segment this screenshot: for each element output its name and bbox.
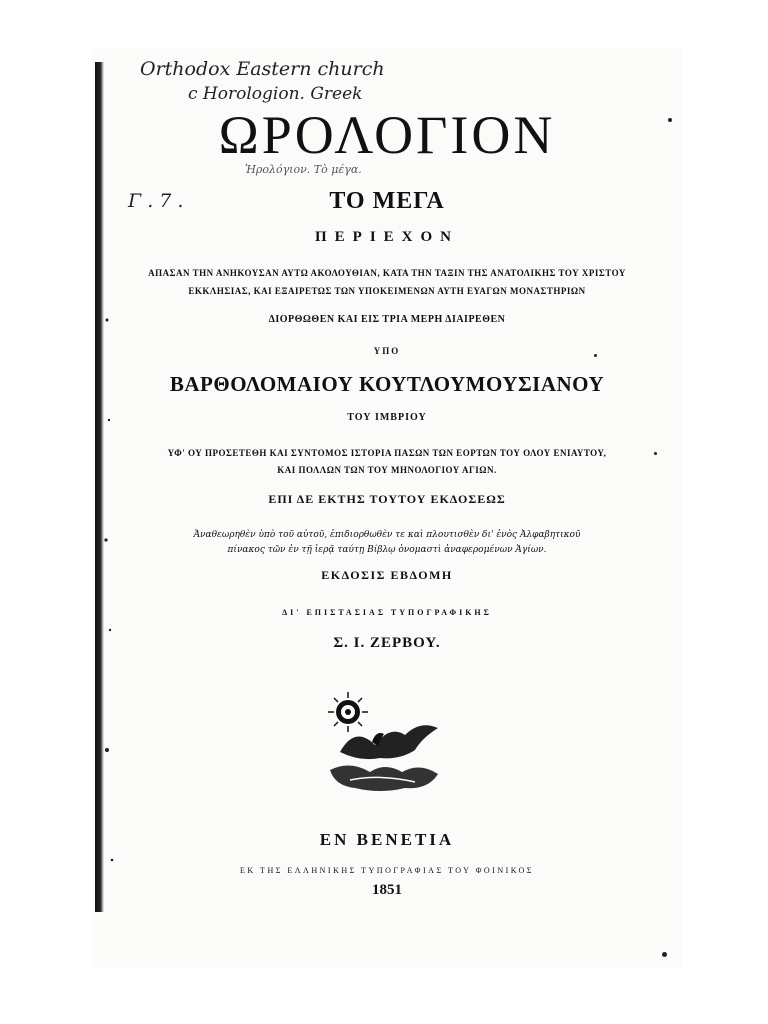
press-name: ΕΚ ΤΗΣ ΕΛΛΗΝΙΚΗΣ ΤΥΠΟΓΡΑΦΙΑΣ ΤΟΥ ΦΟΙΝΙΚΟΣ — [240, 866, 534, 875]
speck — [662, 952, 667, 957]
author-origin: ΤΟΥ ΙΜΒΡΙΟΥ — [347, 412, 427, 423]
place-of-publication: ΕΝ ΒΕΝΕΤΙΑ — [319, 830, 455, 849]
edition-note-line-2: πίνακος τῶν ἐν τῇ ἱερᾷ ταύτῃ Βίβλῳ ὀνομαστὶ ἀναφερομένων Ἁγίων. — [227, 545, 547, 555]
speck — [654, 452, 657, 455]
book-title: ΩΡΟΛΟΓΙΟΝ — [218, 105, 556, 165]
handwritten-note-line3: Ἡρολόγιον. Τὸ μέγα. — [245, 163, 362, 176]
addition-line-2: ΚΑΙ ΠΟΛΛΩΝ ΤΩΝ ΤΟΥ ΜΗΝΟΛΟΓΙΟΥ ΑΓΙΩΝ. — [277, 465, 497, 475]
edition-number: ΕΚΔΟΣΙΣ ΕΒΔΟΜΗ — [321, 568, 453, 582]
handwritten-margin-mark: Γ . 7 . — [128, 190, 184, 212]
edition-note-line-1: Ἀναθεωρηθὲν ὑπὸ τοῦ αὐτοῦ, ἐπιδιορθωθὲν τε καὶ πλουτισθὲν δι' ἑνὸς Ἀλφαβητικοῦ — [193, 530, 581, 540]
periechon-heading: ΠΕΡΙΕΧΟΝ — [314, 229, 459, 245]
author-name: ΒΑΡΘΟΛΟΜΑΙΟΥ ΚΟΥΤΛΟΥΜΟΥΣΙΑΝΟΥ — [169, 372, 605, 396]
book-subtitle: ΤΟ ΜΕΓΑ — [329, 188, 445, 214]
addition-line-1: ΥΦ' ΟΥ ΠΡΟΣΕΤΕΘΗ ΚΑΙ ΣΥΝΤΟΜΟΣ ΙΣΤΟΡΙΑ ΠΑΣΩΝ ΤΩΝ ΕΟΡΤΩΝ ΤΟΥ ΟΛΟΥ ΕΝΙΑΥΤΟΥ, — [167, 448, 607, 458]
printer-name: Σ. Ι. ΖΕΡΒΟΥ. — [333, 635, 441, 651]
handwritten-note-line1: Orthodox Eastern church — [140, 58, 385, 80]
handwritten-note-line2: c Horologion. Greek — [188, 84, 363, 104]
speck — [594, 354, 597, 357]
publication-year: 1851 — [372, 882, 402, 898]
hypo-label: ΥΠΟ — [373, 346, 401, 356]
supervision-line: ΔΙ' ΕΠΙΣΤΑΣΙΑΣ ΤΥΠΟΓΡΑΦΙΚΗΣ — [282, 608, 492, 617]
description-line-2: ΕΚΚΛΗΣΙΑΣ, ΚΑΙ ΕΞΑΙΡΕΤΩΣ ΤΩΝ ΥΠΟΚΕΙΜΕΝΩΝ ΑΥΤΗ ΕΥΑΓΩΝ ΜΟΝΑΣΤΗΡΙΩΝ — [188, 286, 586, 296]
description-line-3: ΔΙΟΡΘΩΘΕΝ ΚΑΙ ΕΙΣ ΤΡΙΑ ΜΕΡΗ ΔΙΑΙΡΕΘΕΝ — [268, 314, 506, 325]
description-line-1: ΑΠΑΣΑΝ ΤΗΝ ΑΝΗΚΟΥΣΑΝ ΑΥΤΩ ΑΚΟΛΟΥΘΙΑΝ, ΚΑΤΑ ΤΗΝ ΤΑΞΙΝ ΤΗΣ ΑΝΑΤΟΛΙΚΗΣ ΤΟΥ ΧΡΙΣΤΟΥ — [148, 268, 626, 278]
phoenix-emblem-icon — [310, 690, 450, 800]
speck — [668, 118, 672, 122]
edition-heading: ΕΠΙ ΔΕ ΕΚΤΗΣ ΤΟΥΤΟΥ ΕΚΔΟΣΕΩΣ — [268, 492, 506, 506]
